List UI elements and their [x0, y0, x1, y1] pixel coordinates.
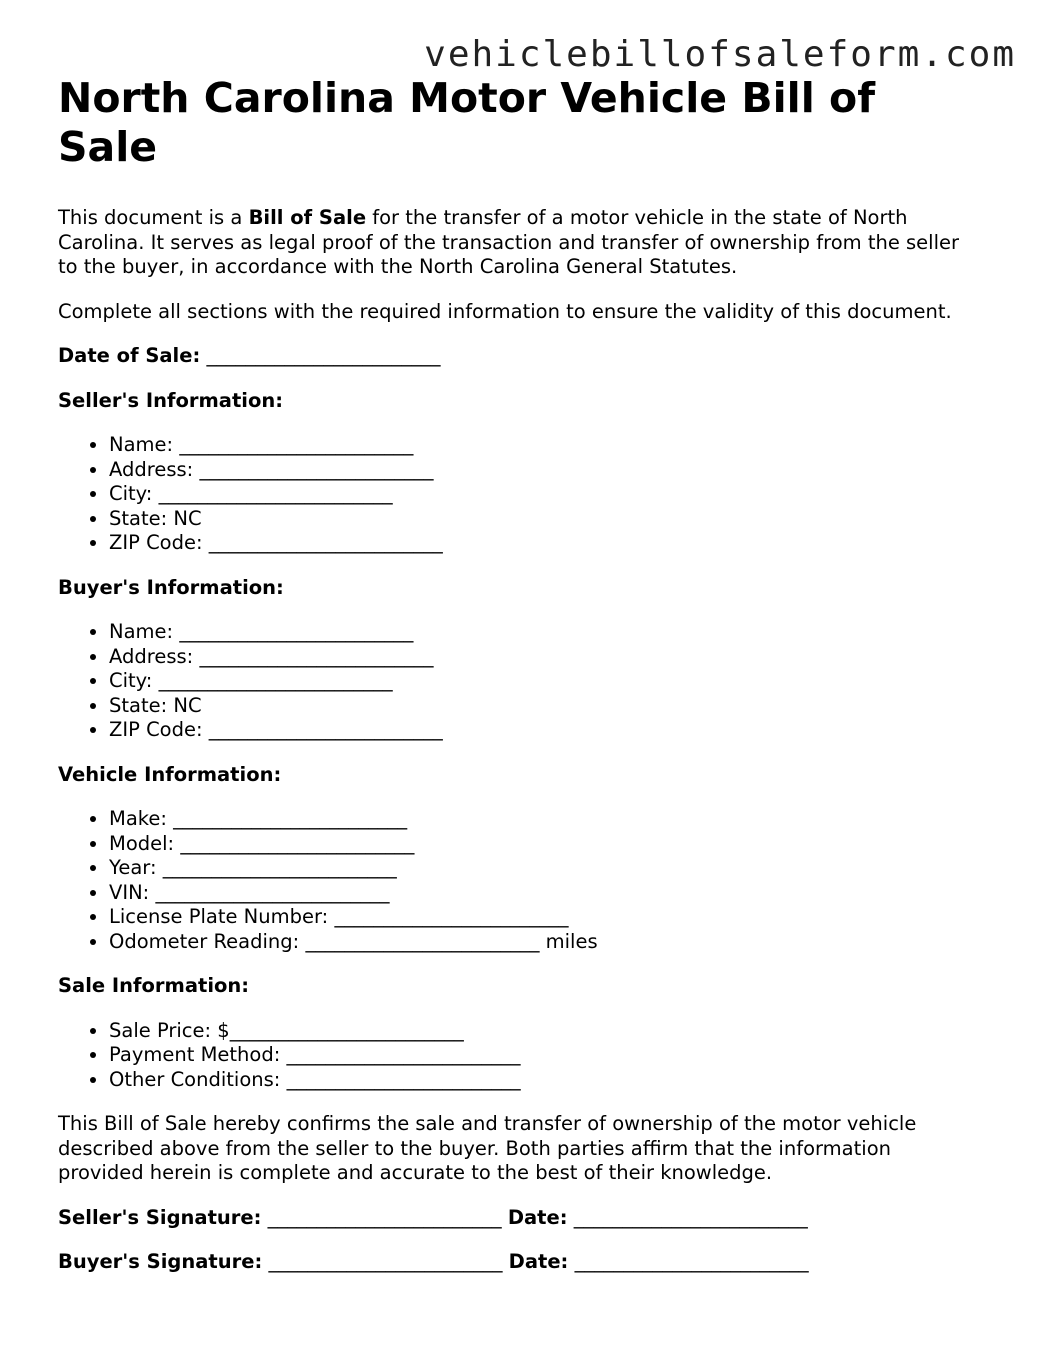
- list-item: [109, 905, 978, 930]
- buyer-address-blank[interactable]: ________________________: [199, 644, 434, 668]
- buyer-date-label: Date:: [508, 1250, 569, 1273]
- list-item: [109, 694, 978, 719]
- intro-text-before: This document is a: [58, 206, 249, 229]
- list-item: [109, 832, 978, 857]
- odometer-label: Odometer Reading:: [109, 929, 306, 953]
- date-of-sale-line: [58, 344, 978, 369]
- seller-address-label: Address:: [109, 457, 200, 481]
- list-item: [109, 507, 978, 532]
- vehicle-year-label: Year:: [109, 856, 163, 879]
- seller-address-blank[interactable]: ________________________: [199, 457, 434, 481]
- sale-heading: [58, 974, 978, 999]
- list-item: [109, 1019, 978, 1044]
- buyer-city-label: City:: [109, 669, 159, 692]
- license-plate-blank[interactable]: ________________________: [334, 905, 569, 928]
- vehicle-vin-label: VIN:: [109, 880, 156, 904]
- date-of-sale-blank[interactable]: ________________________: [206, 344, 441, 367]
- payment-method-blank[interactable]: ________________________: [286, 1043, 521, 1066]
- vehicle-make-blank[interactable]: ________________________: [173, 807, 408, 830]
- seller-signature-label: Seller's Signature:: [58, 1205, 262, 1229]
- buyer-zip-label: ZIP Code:: [109, 718, 209, 741]
- list-item: [109, 458, 978, 483]
- seller-date-label: Date:: [507, 1205, 568, 1229]
- sale-price-label: Sale Price: $: [109, 1018, 230, 1042]
- other-conditions-blank[interactable]: ________________________: [286, 1067, 521, 1091]
- vehicle-vin-blank[interactable]: ________________________: [155, 880, 390, 904]
- buyer-signature-label: Buyer's Signature:: [58, 1250, 263, 1273]
- buyer-signature-line: [58, 1250, 978, 1275]
- sale-info-list: [58, 1019, 978, 1093]
- list-item: [109, 433, 978, 458]
- vehicle-info-list: [58, 807, 978, 954]
- buyer-state-label: State: NC: [109, 693, 202, 717]
- buyer-address-label: Address:: [109, 644, 200, 668]
- seller-zip-blank[interactable]: ________________________: [208, 531, 443, 554]
- seller-state-label: State: NC: [109, 506, 202, 530]
- buyer-heading-text: Buyer's Information:: [58, 575, 284, 599]
- seller-city-label: City:: [109, 482, 159, 505]
- vehicle-heading-text: Vehicle Information:: [58, 762, 282, 786]
- buyer-zip-blank[interactable]: ________________________: [208, 718, 443, 741]
- odometer-unit: miles: [539, 929, 598, 953]
- list-item: [109, 718, 978, 743]
- list-item: [109, 807, 978, 832]
- list-item: [109, 930, 978, 955]
- vehicle-year-blank[interactable]: ________________________: [162, 856, 397, 879]
- seller-signature-line: [58, 1206, 978, 1231]
- buyer-heading: [58, 576, 978, 601]
- buyer-info-list: [58, 620, 978, 743]
- seller-city-blank[interactable]: ________________________: [158, 482, 393, 505]
- buyer-city-blank[interactable]: ________________________: [158, 669, 393, 692]
- instruction-paragraph: Complete all sections with the required information to ensure the validity of this document.: [58, 299, 952, 323]
- buyer-name-label: Name:: [109, 620, 180, 643]
- payment-method-label: Payment Method:: [109, 1043, 287, 1066]
- intro-text-after: for the transfer of a motor vehicle in the state of North Carolina. It serves as legal proof of the transaction and transfer of ownership from the seller to the buyer, in accordance with the North Carolina General Statutes.: [58, 206, 960, 278]
- list-item: [109, 1043, 978, 1068]
- license-plate-label: License Plate Number:: [109, 905, 335, 928]
- seller-name-blank[interactable]: ________________________: [179, 433, 414, 456]
- document-body: [58, 74, 978, 1295]
- other-conditions-label: Other Conditions:: [109, 1067, 287, 1091]
- sale-heading-text: Sale Information:: [58, 974, 250, 997]
- vehicle-model-label: Model:: [109, 831, 181, 855]
- list-item: [109, 645, 978, 670]
- page-title: North Carolina Motor Vehicle Bill of Sale: [58, 74, 876, 171]
- vehicle-make-label: Make:: [109, 807, 174, 830]
- list-item: [109, 482, 978, 507]
- seller-zip-label: ZIP Code:: [109, 531, 209, 554]
- list-item: [109, 620, 978, 645]
- odometer-blank[interactable]: ________________________: [305, 929, 540, 953]
- site-watermark: vehiclebillofsaleform.com: [424, 34, 1016, 75]
- seller-heading: [58, 389, 978, 414]
- date-of-sale-label: Date of Sale:: [58, 344, 201, 367]
- list-item: [109, 881, 978, 906]
- seller-heading-text: Seller's Information:: [58, 388, 284, 412]
- buyer-date-blank[interactable]: ________________________: [574, 1250, 809, 1273]
- list-item: [109, 856, 978, 881]
- seller-name-label: Name:: [109, 433, 180, 456]
- buyer-name-blank[interactable]: ________________________: [179, 620, 414, 643]
- sale-price-blank[interactable]: ________________________: [229, 1018, 464, 1042]
- buyer-signature-blank[interactable]: ________________________: [268, 1250, 503, 1273]
- vehicle-model-blank[interactable]: ________________________: [180, 831, 415, 855]
- confirmation-paragraph: This Bill of Sale hereby confirms the sale and transfer of ownership of the motor vehicle described above from the seller to the buyer. Both parties affirm that the information provided herein is complete and accurate to the best of their knowledge.: [58, 1112, 917, 1184]
- list-item: [109, 531, 978, 556]
- vehicle-heading: [58, 763, 978, 788]
- seller-info-list: [58, 433, 978, 556]
- intro-paragraph: [58, 206, 978, 280]
- seller-signature-blank[interactable]: ________________________: [267, 1205, 502, 1229]
- list-item: [109, 669, 978, 694]
- intro-bold-term: Bill of Sale: [248, 206, 367, 229]
- seller-date-blank[interactable]: ________________________: [573, 1205, 808, 1229]
- list-item: [109, 1068, 978, 1093]
